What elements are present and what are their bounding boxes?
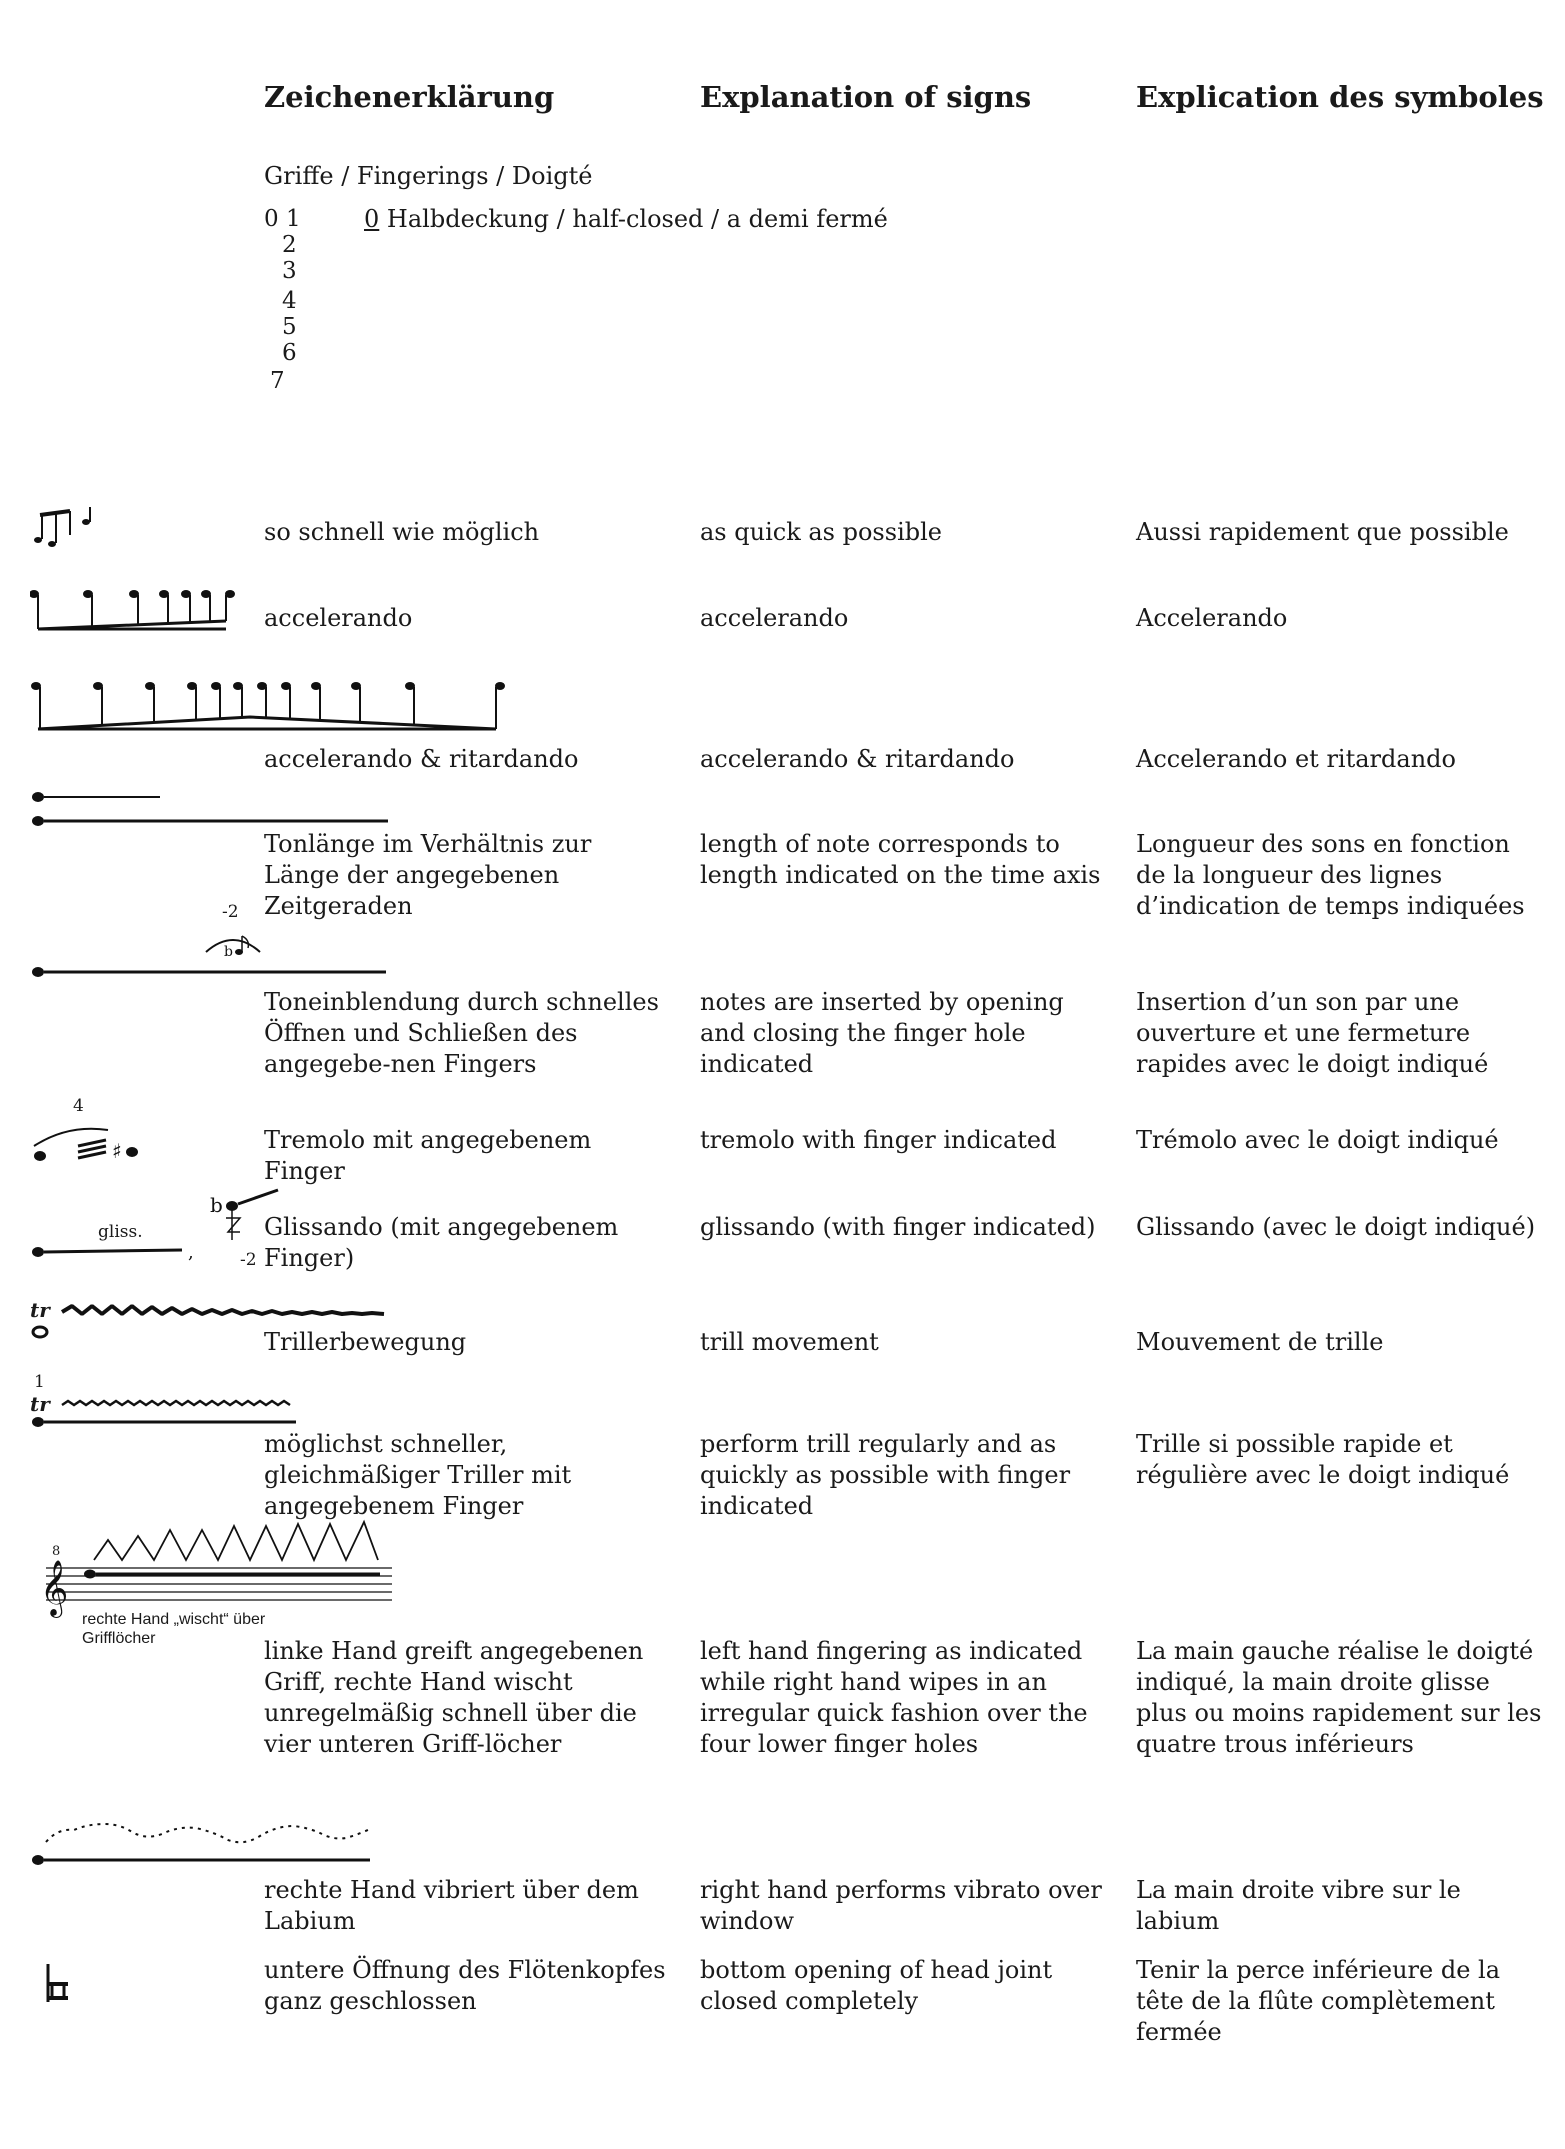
row4-de: Tonlänge im Verhältnis zur Länge der angegebenen Zeitgeraden xyxy=(264,830,592,920)
svg-text:b: b xyxy=(224,944,233,960)
row8-en: trill movement xyxy=(700,1328,879,1356)
row10-de: linke Hand greift angegebenen Griff, rechte Hand wischt unregelmäßig schnell über die vier unteren Griff-löcher xyxy=(264,1637,644,1758)
fingering-number-5: 5 xyxy=(282,314,297,340)
half-closed-text: Halbdeckung / half-closed / a demi fermé xyxy=(386,205,888,233)
row10-fr: La main gauche réalise le doigté indiqué, la main droite glisse plus ou moins rapidement sur les quatre trous inférieurs xyxy=(1136,1637,1542,1758)
row5-fr: Insertion d’un son par une ouverture et une fermeture rapides avec le doigt indiqué xyxy=(1136,988,1489,1078)
gliss-label: gliss. xyxy=(98,1222,143,1242)
finger-label-minus2-gliss: -2 xyxy=(240,1250,257,1270)
row6-en: tremolo with finger indicated xyxy=(700,1126,1057,1154)
row5-de: Toneinblendung durch schnelles Öffnen und Schließen des angegebe-nen Fingers xyxy=(264,988,659,1078)
row12-de: untere Öffnung des Flötenkopfes ganz geschlossen xyxy=(264,1956,666,2015)
accelerando-icon xyxy=(30,585,240,635)
svg-text:♯: ♯ xyxy=(112,1139,122,1163)
vibrato-icon xyxy=(28,1810,388,1870)
row8-de: Trillerbewegung xyxy=(264,1328,467,1356)
wipe-annotation: rechte Hand „wischt“ über Grifflöcher xyxy=(82,1611,266,1647)
row11-de: rechte Hand vibriert über dem Labium xyxy=(264,1876,639,1935)
row2-en: accelerando xyxy=(700,604,849,632)
row9-en: perform trill regularly and as quickly as possible with finger indicated xyxy=(700,1430,1071,1520)
header-french: Explication des symboles xyxy=(1136,80,1544,114)
row1-de: so schnell wie möglich xyxy=(264,518,540,546)
svg-text:,: , xyxy=(188,1242,194,1262)
fingering-number-6: 6 xyxy=(282,340,297,366)
fingering-number-3: 3 xyxy=(282,258,297,284)
accel-ritard-icon xyxy=(30,675,520,735)
row6-de: Tremolo mit angegebenem Finger xyxy=(264,1126,592,1185)
fingering-numbers-0-1: 0 1 xyxy=(264,206,301,232)
trill-tr-label: tr xyxy=(30,1298,50,1322)
row1-en: as quick as possible xyxy=(700,518,942,546)
finger-label-4: 4 xyxy=(73,1096,84,1116)
row11-fr: La main droite vibre sur le labium xyxy=(1136,1876,1461,1935)
row12-fr: Tenir la perce inférieure de la tête de la flûte complètement fermée xyxy=(1136,1956,1501,2046)
trill-tr-label-2: tr xyxy=(30,1392,50,1416)
row3-en: accelerando & ritardando xyxy=(700,745,1015,773)
finger-label-minus2: -2 xyxy=(222,902,239,922)
row11-en: right hand performs vibrato over window xyxy=(700,1876,1102,1935)
svg-text:b: b xyxy=(210,1193,223,1217)
row2-de: accelerando xyxy=(264,604,413,632)
row12-en: bottom opening of head joint closed completely xyxy=(700,1956,1053,2015)
row7-fr: Glissando (avec le doigt indiqué) xyxy=(1136,1213,1536,1241)
row9-de: möglichst schneller, gleichmäßiger Triller mit angegebenem Finger xyxy=(264,1430,572,1520)
fingering-number-4: 4 xyxy=(282,288,297,314)
note-insert-icon xyxy=(28,922,398,982)
row3-fr: Accelerando et ritardando xyxy=(1136,745,1456,773)
glissando-icon xyxy=(28,1182,288,1262)
header-english: Explanation of signs xyxy=(700,80,1032,114)
row3-de: accelerando & ritardando xyxy=(264,745,579,773)
quick-notes-icon xyxy=(28,505,98,550)
row8-fr: Mouvement de trille xyxy=(1136,1328,1384,1356)
octave-8-label: 8 xyxy=(52,1544,61,1559)
half-closed-legend xyxy=(364,206,888,232)
row4-fr: Longueur des sons en fonction de la longueur des lignes d’indication de temps indiquées xyxy=(1136,830,1525,920)
regular-trill-icon xyxy=(28,1392,308,1432)
fingerings-title: Griffe / Fingerings / Doigté xyxy=(264,162,593,190)
row5-en: notes are inserted by opening and closing the finger hole indicated xyxy=(700,988,1064,1078)
trill-finger-1: 1 xyxy=(34,1372,45,1392)
row10-en: left hand fingering as indicated while right hand wipes in an irregular quick fashion over the four lower finger holes xyxy=(700,1637,1088,1758)
row7-en: glissando (with finger indicated) xyxy=(700,1213,1096,1241)
fingering-number-2: 2 xyxy=(282,232,297,258)
row6-fr: Trémolo avec le doigt indiqué xyxy=(1136,1126,1499,1154)
fingering-number-7: 7 xyxy=(270,368,285,394)
row1-fr: Aussi rapidement que possible xyxy=(1136,518,1509,546)
closed-head-joint-icon xyxy=(40,1960,80,2010)
row2-fr: Accelerando xyxy=(1136,604,1288,632)
svg-text:𝄞: 𝄞 xyxy=(40,1560,69,1616)
row7-de: Glissando (mit angegebenem Finger) xyxy=(264,1213,619,1272)
row4-en: length of note corresponds to length indicated on the time axis xyxy=(700,830,1101,889)
header-german: Zeichenerklärung xyxy=(264,80,555,114)
tremolo-icon xyxy=(28,1116,158,1166)
time-axis-icon xyxy=(28,785,398,830)
row9-fr: Trille si possible rapide et régulière avec le doigt indiqué xyxy=(1136,1430,1510,1489)
half-closed-symbol: 0 xyxy=(364,205,380,233)
